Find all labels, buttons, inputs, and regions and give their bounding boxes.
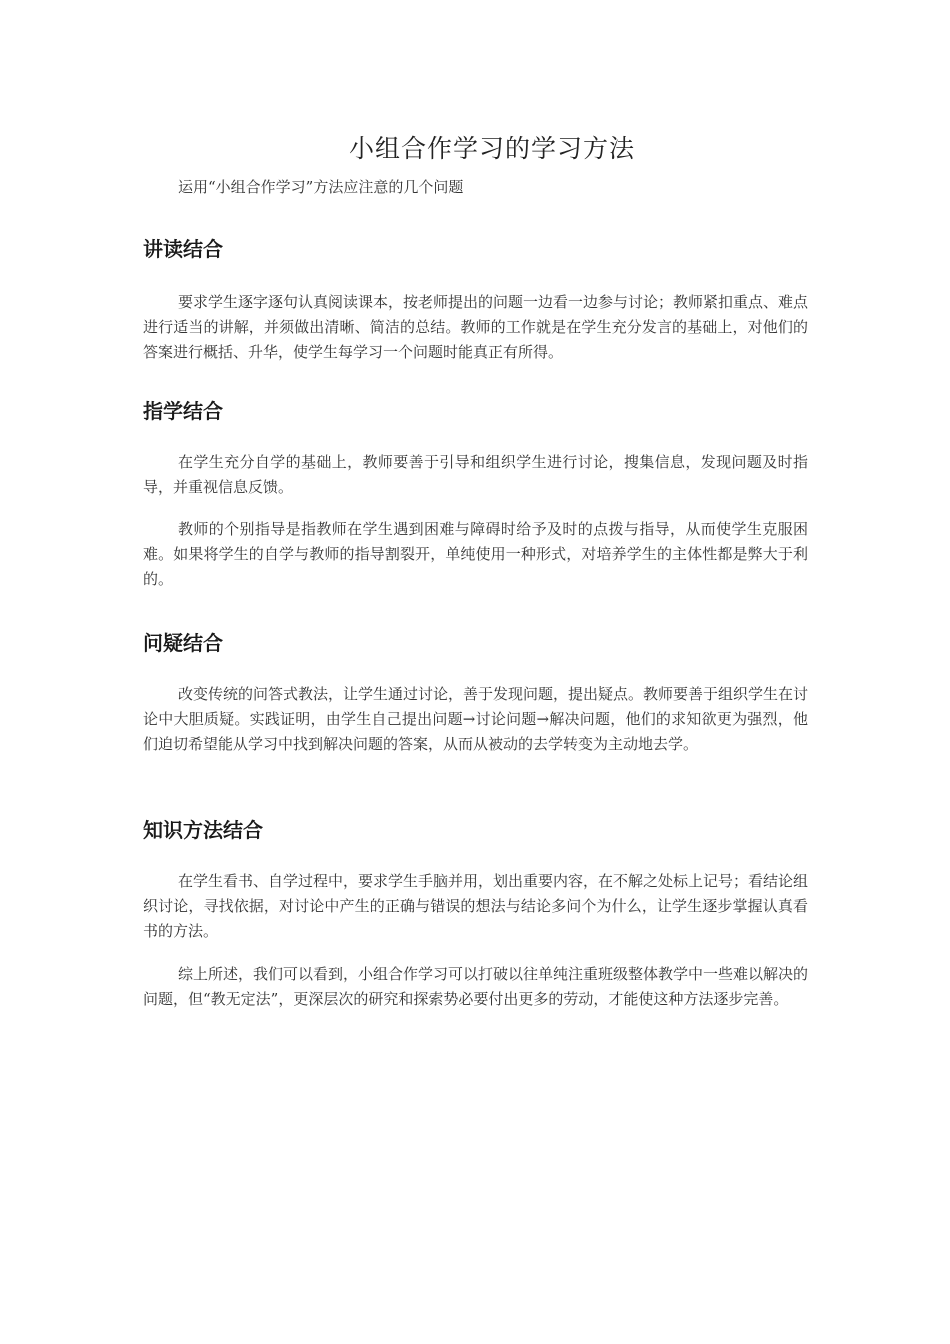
section-paragraph: 在学生充分自学的基础上，教师要善于引导和组织学生进行讨论，搜集信息，发现问题及时指导，并重视信息反馈。 <box>143 453 808 496</box>
section-paragraph: 综上所述，我们可以看到，小组合作学习可以打破以往单纯注重班级整体教学中一些难以解决的问题，但“教无定法”，更深层次的研究和探索势必要付出更多的劳动，才能使这种方法逐步完善。 <box>143 965 809 1008</box>
page-subtitle: 运用“小组合作学习”方法应注意的几个问题 <box>178 178 464 196</box>
section-heading-zhixue: 指学结合 <box>143 399 223 423</box>
section-paragraph: 要求学生逐字逐句认真阅读课本，按老师提出的问题一边看一边参与讨论；教师紧扣重点、难点进行适当的讲解，并须做出清晰、简洁的总结。教师的工作就是在学生充分发言的基础上，对他们的答案进行概括、升华，使学生每学习一个问题时能真正有所得。 <box>143 293 809 361</box>
section-paragraph: 改变传统的问答式教法，让学生通过讨论，善于发现问题，提出疑点。教师要善于组织学生在讨论中大胆质疑。实践证明，由学生自己提出问题→讨论问题→解决问题，他们的求知欲更为强烈，他们迫切希望能从学习中找到解决问题的答案，从而从被动的去学转变为主动地去学。 <box>143 685 809 753</box>
section-heading-wenyi: 问疑结合 <box>143 631 223 655</box>
page-title: 小组合作学习的学习方法 <box>348 134 635 163</box>
section-paragraph: 在学生看书、自学过程中，要求学生手脑并用，划出重要内容，在不解之处标上记号；看结论组织讨论，寻找依据，对讨论中产生的正确与错误的想法与结论多问个为什么，让学生逐步掌握认真看书的方法。 <box>143 872 809 940</box>
section-paragraph: 教师的个别指导是指教师在学生遇到困难与障碍时给予及时的点拨与指导，从而使学生克服困难。如果将学生的自学与教师的指导割裂开，单纯使用一种形式，对培养学生的主体性都是弊大于利的。 <box>143 520 808 588</box>
section-heading-jiangdu: 讲读结合 <box>143 237 223 261</box>
section-heading-zhishi-fangfa: 知识方法结合 <box>143 818 263 842</box>
